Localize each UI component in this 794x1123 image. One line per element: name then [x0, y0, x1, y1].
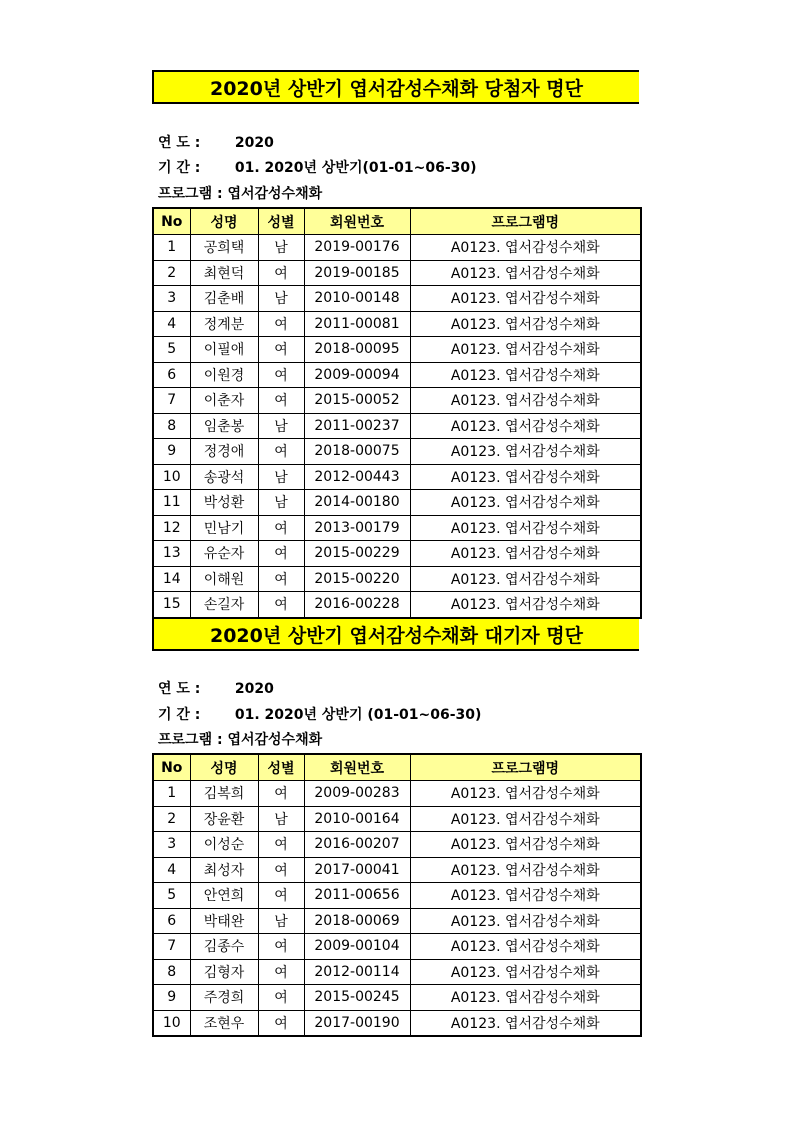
cell-no: 2	[153, 260, 190, 286]
cell-no: 7	[153, 388, 190, 414]
cell-program: A0123. 엽서감성수채화	[410, 388, 641, 414]
cell-member-id: 2010-00148	[304, 286, 410, 312]
cell-program: A0123. 엽서감성수채화	[410, 439, 641, 465]
cell-program: A0123. 엽서감성수채화	[410, 934, 641, 960]
cell-program: A0123. 엽서감성수채화	[410, 857, 641, 883]
year-value: 2020	[234, 135, 274, 151]
cell-name: 공희택	[190, 235, 258, 261]
cell-no: 1	[153, 235, 190, 261]
waitlist-program-line	[158, 731, 322, 749]
cell-gender: 여	[258, 934, 304, 960]
table-row	[153, 439, 641, 465]
cell-program: A0123. 엽서감성수채화	[410, 883, 641, 909]
col-header-no: No	[153, 754, 190, 781]
col-header-name: 성명	[190, 208, 258, 235]
cell-name: 이춘자	[190, 388, 258, 414]
cell-name: 최성자	[190, 857, 258, 883]
table-row	[153, 566, 641, 592]
cell-member-id: 2016-00207	[304, 832, 410, 858]
cell-gender: 여	[258, 311, 304, 337]
table-row	[153, 781, 641, 807]
col-header-no: No	[153, 208, 190, 235]
cell-program: A0123. 엽서감성수채화	[410, 781, 641, 807]
cell-member-id: 2019-00176	[304, 235, 410, 261]
cell-member-id: 2014-00180	[304, 490, 410, 516]
cell-name: 이성순	[190, 832, 258, 858]
cell-gender: 여	[258, 832, 304, 858]
cell-no: 5	[153, 883, 190, 909]
cell-no: 6	[153, 908, 190, 934]
cell-gender: 남	[258, 286, 304, 312]
col-header-program: 프로그램명	[410, 754, 641, 781]
cell-gender: 남	[258, 490, 304, 516]
cell-name: 김복희	[190, 781, 258, 807]
waitlist-title: 2020년 상반기 엽서감성수채화 대기자 명단	[152, 617, 639, 651]
cell-program: A0123. 엽서감성수채화	[410, 959, 641, 985]
year-label: 연 도 :	[158, 681, 201, 697]
cell-name: 이필애	[190, 337, 258, 363]
cell-gender: 여	[258, 388, 304, 414]
cell-member-id: 2015-00220	[304, 566, 410, 592]
cell-member-id: 2011-00237	[304, 413, 410, 439]
waitlist-year-line	[158, 680, 274, 698]
cell-member-id: 2015-00245	[304, 985, 410, 1011]
cell-name: 김형자	[190, 959, 258, 985]
winners-program-line	[158, 185, 322, 203]
cell-gender: 여	[258, 985, 304, 1011]
cell-name: 정경애	[190, 439, 258, 465]
table-row	[153, 1010, 641, 1036]
cell-gender: 여	[258, 883, 304, 909]
cell-no: 2	[153, 806, 190, 832]
cell-name: 정계분	[190, 311, 258, 337]
cell-member-id: 2013-00179	[304, 515, 410, 541]
cell-member-id: 2011-00081	[304, 311, 410, 337]
cell-no: 10	[153, 1010, 190, 1036]
cell-program: A0123. 엽서감성수채화	[410, 908, 641, 934]
cell-gender: 남	[258, 235, 304, 261]
col-header-name: 성명	[190, 754, 258, 781]
year-value: 2020	[234, 681, 274, 697]
cell-no: 3	[153, 832, 190, 858]
cell-gender: 남	[258, 806, 304, 832]
cell-no: 13	[153, 541, 190, 567]
cell-gender: 남	[258, 464, 304, 490]
cell-no: 8	[153, 959, 190, 985]
cell-program: A0123. 엽서감성수채화	[410, 806, 641, 832]
waitlist-header-row	[153, 754, 641, 781]
cell-name: 임춘봉	[190, 413, 258, 439]
program-label: 프로그램 :	[158, 732, 223, 748]
period-label: 기 간 :	[158, 160, 201, 176]
table-row	[153, 883, 641, 909]
cell-program: A0123. 엽서감성수채화	[410, 566, 641, 592]
table-row	[153, 934, 641, 960]
cell-no: 8	[153, 413, 190, 439]
cell-member-id: 2015-00229	[304, 541, 410, 567]
cell-gender: 여	[258, 781, 304, 807]
cell-program: A0123. 엽서감성수채화	[410, 1010, 641, 1036]
table-row	[153, 260, 641, 286]
table-row	[153, 908, 641, 934]
table-row	[153, 592, 641, 618]
cell-no: 3	[153, 286, 190, 312]
table-row	[153, 515, 641, 541]
cell-member-id: 2018-00075	[304, 439, 410, 465]
cell-member-id: 2012-00114	[304, 959, 410, 985]
cell-gender: 여	[258, 337, 304, 363]
cell-name: 박성환	[190, 490, 258, 516]
cell-name: 박태완	[190, 908, 258, 934]
cell-member-id: 2015-00052	[304, 388, 410, 414]
cell-program: A0123. 엽서감성수채화	[410, 832, 641, 858]
cell-program: A0123. 엽서감성수채화	[410, 260, 641, 286]
cell-program: A0123. 엽서감성수채화	[410, 413, 641, 439]
cell-member-id: 2009-00094	[304, 362, 410, 388]
table-row	[153, 235, 641, 261]
table-row	[153, 490, 641, 516]
program-value: 엽서감성수채화	[227, 186, 323, 202]
cell-member-id: 2017-00041	[304, 857, 410, 883]
cell-no: 4	[153, 857, 190, 883]
winners-period-line	[158, 159, 477, 177]
cell-no: 10	[153, 464, 190, 490]
cell-name: 장윤환	[190, 806, 258, 832]
col-header-gender: 성별	[258, 754, 304, 781]
table-row	[153, 388, 641, 414]
cell-program: A0123. 엽서감성수채화	[410, 464, 641, 490]
cell-gender: 여	[258, 857, 304, 883]
waitlist-period-line	[158, 706, 481, 724]
cell-program: A0123. 엽서감성수채화	[410, 515, 641, 541]
cell-gender: 여	[258, 439, 304, 465]
table-row	[153, 985, 641, 1011]
cell-gender: 남	[258, 413, 304, 439]
waitlist-table	[152, 753, 642, 1037]
col-header-member-id: 회원번호	[304, 754, 410, 781]
cell-gender: 여	[258, 260, 304, 286]
cell-no: 7	[153, 934, 190, 960]
col-header-program: 프로그램명	[410, 208, 641, 235]
table-row	[153, 464, 641, 490]
cell-member-id: 2009-00104	[304, 934, 410, 960]
year-label: 연 도 :	[158, 135, 201, 151]
cell-no: 12	[153, 515, 190, 541]
cell-gender: 여	[258, 959, 304, 985]
cell-no: 6	[153, 362, 190, 388]
cell-name: 최현덕	[190, 260, 258, 286]
period-value: 01. 2020년 상반기 (01-01~06-30)	[234, 707, 482, 723]
table-row	[153, 286, 641, 312]
winners-header-row	[153, 208, 641, 235]
cell-program: A0123. 엽서감성수채화	[410, 541, 641, 567]
cell-gender: 여	[258, 362, 304, 388]
cell-member-id: 2011-00656	[304, 883, 410, 909]
cell-no: 4	[153, 311, 190, 337]
cell-member-id: 2017-00190	[304, 1010, 410, 1036]
program-value: 엽서감성수채화	[227, 732, 323, 748]
cell-program: A0123. 엽서감성수채화	[410, 592, 641, 618]
cell-name: 조현우	[190, 1010, 258, 1036]
cell-member-id: 2010-00164	[304, 806, 410, 832]
cell-name: 손길자	[190, 592, 258, 618]
cell-no: 15	[153, 592, 190, 618]
cell-member-id: 2009-00283	[304, 781, 410, 807]
program-label: 프로그램 :	[158, 186, 223, 202]
winners-year-line	[158, 134, 274, 152]
cell-program: A0123. 엽서감성수채화	[410, 362, 641, 388]
cell-name: 이해원	[190, 566, 258, 592]
table-row	[153, 413, 641, 439]
cell-program: A0123. 엽서감성수채화	[410, 985, 641, 1011]
cell-member-id: 2018-00069	[304, 908, 410, 934]
cell-member-id: 2019-00185	[304, 260, 410, 286]
cell-name: 김춘배	[190, 286, 258, 312]
col-header-gender: 성별	[258, 208, 304, 235]
cell-gender: 여	[258, 566, 304, 592]
cell-name: 유순자	[190, 541, 258, 567]
winners-title: 2020년 상반기 엽서감성수채화 당첨자 명단	[152, 70, 639, 104]
cell-name: 주경희	[190, 985, 258, 1011]
cell-gender: 남	[258, 908, 304, 934]
table-row	[153, 959, 641, 985]
cell-no: 14	[153, 566, 190, 592]
cell-name: 김종수	[190, 934, 258, 960]
cell-no: 9	[153, 439, 190, 465]
cell-gender: 여	[258, 515, 304, 541]
cell-no: 9	[153, 985, 190, 1011]
winners-table	[152, 207, 642, 619]
cell-gender: 여	[258, 1010, 304, 1036]
cell-program: A0123. 엽서감성수채화	[410, 286, 641, 312]
cell-no: 11	[153, 490, 190, 516]
table-row	[153, 857, 641, 883]
cell-member-id: 2016-00228	[304, 592, 410, 618]
period-label: 기 간 :	[158, 707, 201, 723]
cell-name: 민남기	[190, 515, 258, 541]
col-header-member-id: 회원번호	[304, 208, 410, 235]
cell-member-id: 2018-00095	[304, 337, 410, 363]
period-value: 01. 2020년 상반기(01-01~06-30)	[234, 160, 477, 176]
cell-name: 송광석	[190, 464, 258, 490]
table-row	[153, 337, 641, 363]
table-row	[153, 806, 641, 832]
cell-program: A0123. 엽서감성수채화	[410, 337, 641, 363]
cell-no: 1	[153, 781, 190, 807]
cell-member-id: 2012-00443	[304, 464, 410, 490]
cell-program: A0123. 엽서감성수채화	[410, 490, 641, 516]
table-row	[153, 541, 641, 567]
cell-no: 5	[153, 337, 190, 363]
table-row	[153, 311, 641, 337]
table-row	[153, 362, 641, 388]
cell-gender: 여	[258, 592, 304, 618]
table-row	[153, 832, 641, 858]
cell-name: 안연희	[190, 883, 258, 909]
cell-gender: 여	[258, 541, 304, 567]
cell-program: A0123. 엽서감성수채화	[410, 311, 641, 337]
cell-program: A0123. 엽서감성수채화	[410, 235, 641, 261]
cell-name: 이원경	[190, 362, 258, 388]
